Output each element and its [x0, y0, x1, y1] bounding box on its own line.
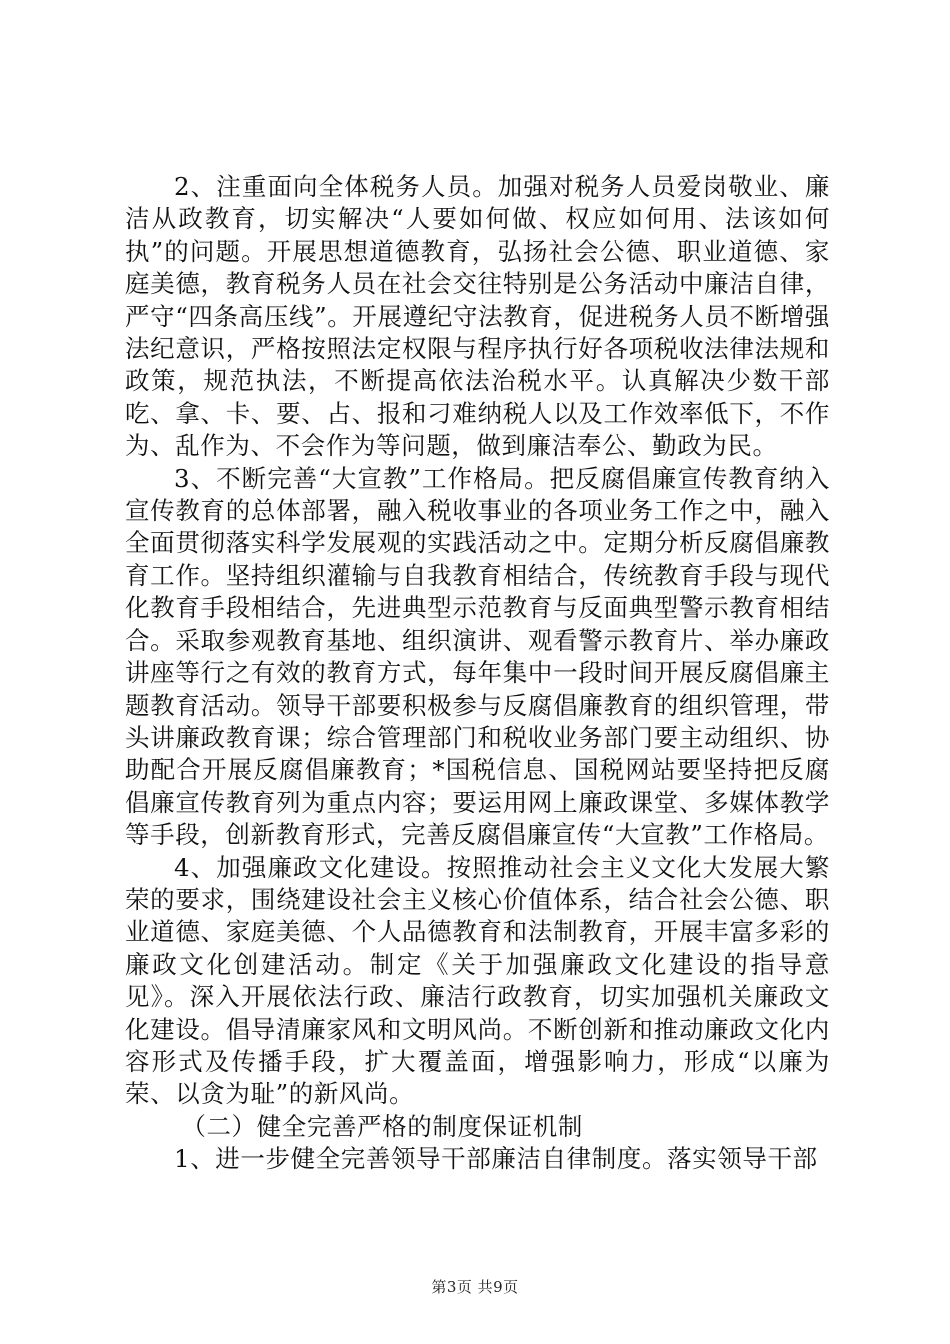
- paragraph-self-discipline: 1、进一步健全完善领导干部廉洁自律制度。落实领导干部: [174, 1144, 818, 1174]
- section-heading: （二）健全完善严格的制度保证机制: [181, 1111, 583, 1141]
- paragraph-education-staff: 2、注重面向全体税务人员。加强对税务人员爱岗敬业、廉洁从政教育，切实解决“人要如何做、权应如何用、法该如何执”的问题。开展思想道德教育，弘扬社会公德、职业道德、家庭美德，教育税务人员在社会交往特别是公务活动中廉洁自律，严守“四条高压线”。开展遵纪守法教育，促进税务人员不断增强法纪意识，严格按照法定权限与程序执行好各项税收法律法规和政策，规范执法，不断提高依法治税水平。认真解决少数干部吃、拿、卡、要、占、报和刁难纳税人以及工作效率低下，不作为、乱作为、不会作为等问题，做到廉洁奉公、勤政为民。: [125, 172, 830, 461]
- page-number-footer: 第3页 共9页: [431, 1278, 519, 1296]
- paragraph-clean-culture: 4、加强廉政文化建设。按照推动社会主义文化大发展大繁荣的要求，围绕建设社会主义核心价值体系，结合社会公德、职业道德、家庭美德、个人品德教育和法制教育，开展丰富多彩的廉政文化创建活动。制定《关于加强廉政文化建设的指导意见》。深入开展依法行政、廉洁行政教育，切实加强机关廉政文化建设。倡导清廉家风和文明风尚。不断创新和推动廉政文化内容形式及传播手段，扩大覆盖面，增强影响力，形成“以廉为荣、以贪为耻”的新风尚。: [125, 852, 830, 1109]
- paragraph-propaganda-pattern: 3、不断完善“大宣教”工作格局。把反腐倡廉宣传教育纳入宣传教育的总体部署，融入税收事业的各项业务工作之中，融入全面贯彻落实科学发展观的实践活动之中。定期分析反腐倡廉教育工作。坚持组织灌输与自我教育相结合，传统教育手段与现代化教育手段相结合，先进典型示范教育与反面典型警示教育相结合。采取参观教育基地、组织演讲、观看警示教育片、举办廉政讲座等行之有效的教育方式，每年集中一段时间开展反腐倡廉主题教育活动。领导干部要积极参与反腐倡廉教育的组织管理，带头讲廉政教育课；综合管理部门和税收业务部门要主动组织、协助配合开展反腐倡廉教育；*国税信息、国税网站要坚持把反腐倡廉宣传教育列为重点内容；要运用网上廉政课堂、多媒体教学等手段，创新教育形式，完善反腐倡廉宣传“大宣教”工作格局。: [125, 463, 830, 850]
- document-body: [125, 171, 830, 1176]
